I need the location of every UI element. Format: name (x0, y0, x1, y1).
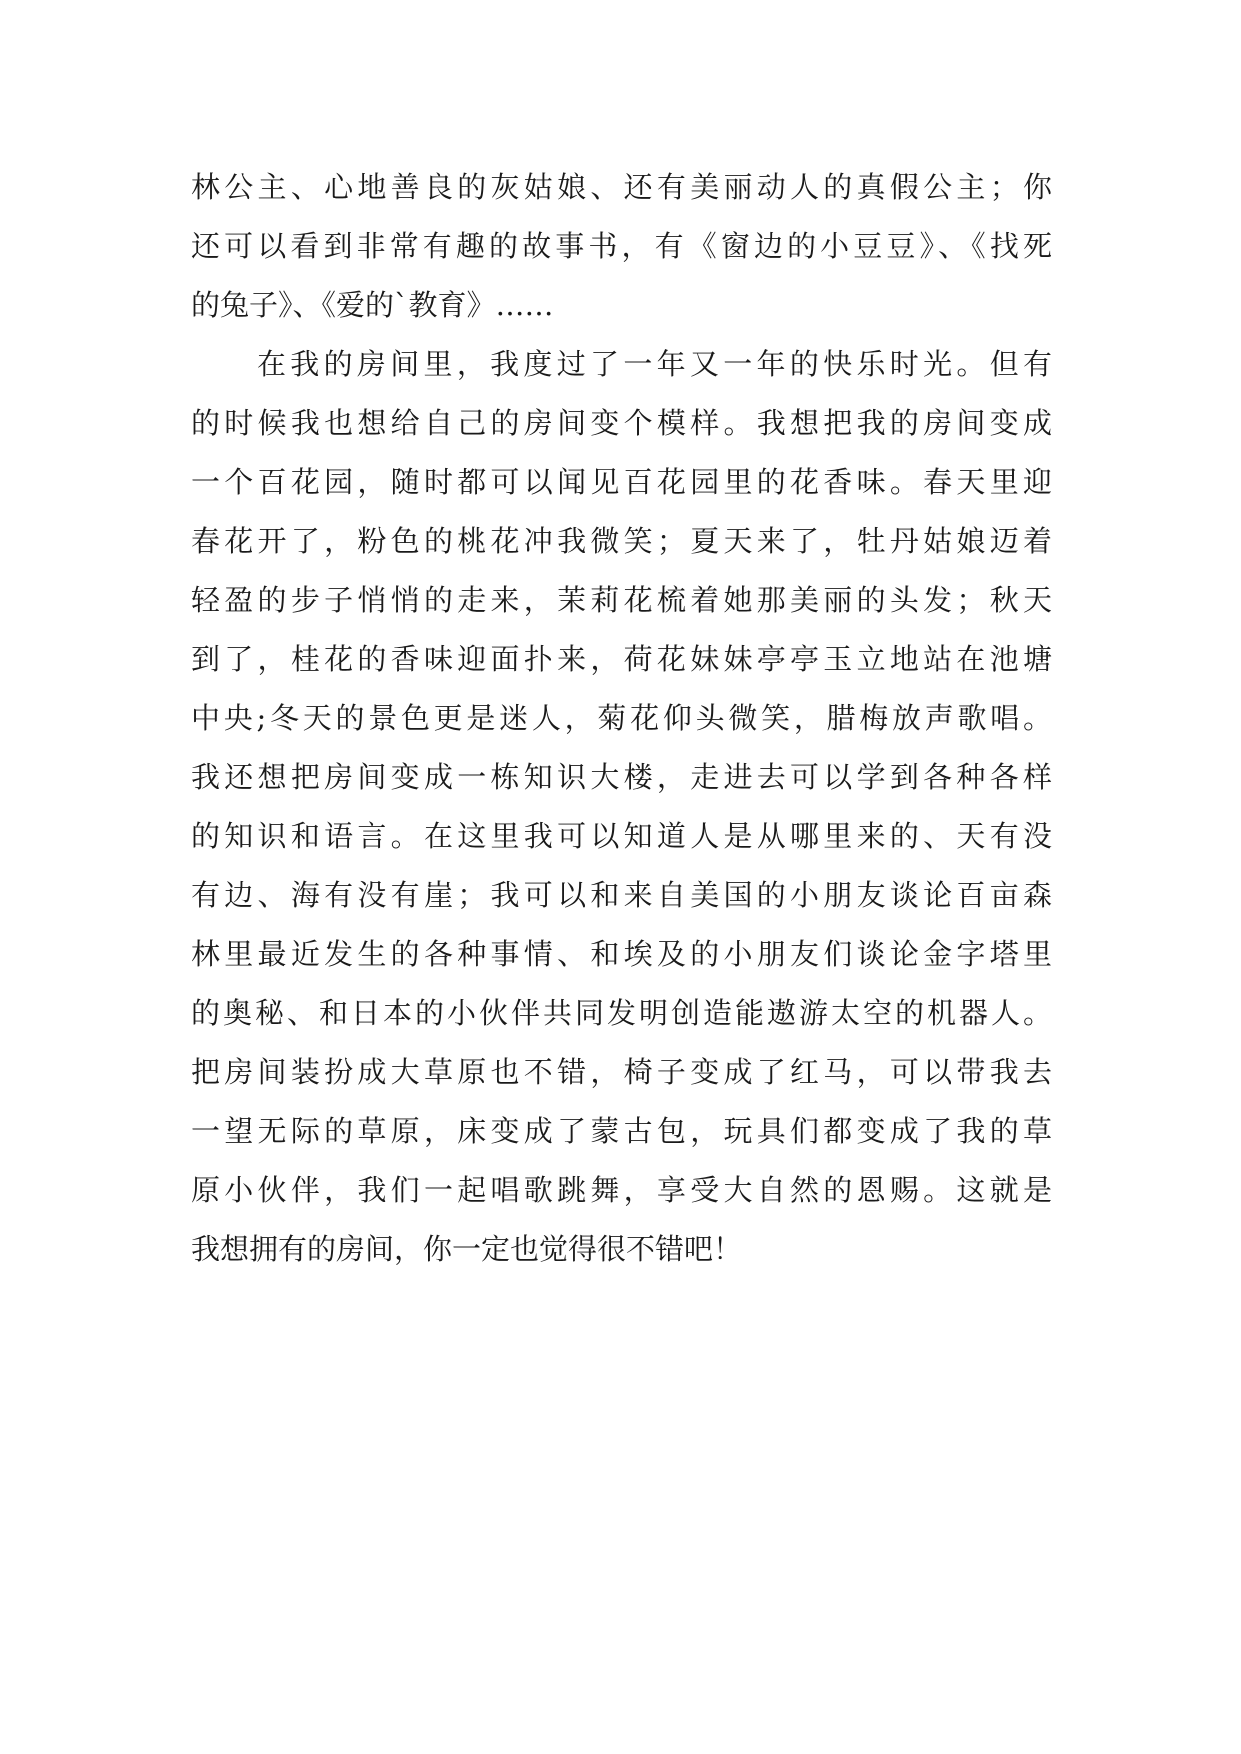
paragraph-2 (191, 335, 1052, 1279)
text-line: 原小伙伴，我们一起唱歌跳舞，享受大自然的恩赐。这就是 (191, 1173, 1052, 1207)
text-line: 的兔子》、《爱的`教育》…… (191, 288, 554, 322)
text-line: 我还想把房间变成一栋知识大楼，走进去可以学到各种各样 (191, 760, 1052, 794)
text-line: 林公主、心地善良的灰姑娘、还有美丽动人的真假公主；你 (191, 170, 1052, 204)
text-line: 轻盈的步子悄悄的走来，茉莉花梳着她那美丽的头发；秋天 (191, 583, 1052, 617)
text-line: 有边、海有没有崖；我可以和来自美国的小朋友谈论百亩森 (191, 878, 1052, 912)
text-line: 林里最近发生的各种事情、和埃及的小朋友们谈论金字塔里 (191, 937, 1052, 971)
text-line: 中央;冬天的景色更是迷人，菊花仰头微笑，腊梅放声歌唱。 (191, 701, 1052, 735)
text-line: 的时候我也想给自己的房间变个模样。我想把我的房间变成 (191, 406, 1052, 440)
paragraph-1 (191, 158, 1052, 335)
text-line: 到了，桂花的香味迎面扑来，荷花妹妹亭亭玉立地站在池塘 (191, 642, 1052, 676)
text-line: 春花开了，粉色的桃花冲我微笑；夏天来了，牡丹姑娘迈着 (191, 524, 1052, 558)
document-body (191, 158, 1052, 1279)
text-line: 我想拥有的房间，你一定也觉得很不错吧！ (191, 1232, 743, 1266)
text-line: 一望无际的草原，床变成了蒙古包，玩具们都变成了我的草 (191, 1114, 1052, 1148)
text-line: 在我的房间里，我度过了一年又一年的快乐时光。但有 (257, 347, 1052, 381)
text-line: 把房间装扮成大草原也不错，椅子变成了红马，可以带我去 (191, 1055, 1052, 1089)
text-line: 还可以看到非常有趣的故事书，有《窗边的小豆豆》、《找死 (191, 229, 1052, 263)
text-line: 的奥秘、和日本的小伙伴共同发明创造能遨游太空的机器人。 (191, 996, 1052, 1030)
text-line: 的知识和语言。在这里我可以知道人是从哪里来的、天有没 (191, 819, 1052, 853)
text-line: 一个百花园，随时都可以闻见百花园里的花香味。春天里迎 (191, 465, 1052, 499)
